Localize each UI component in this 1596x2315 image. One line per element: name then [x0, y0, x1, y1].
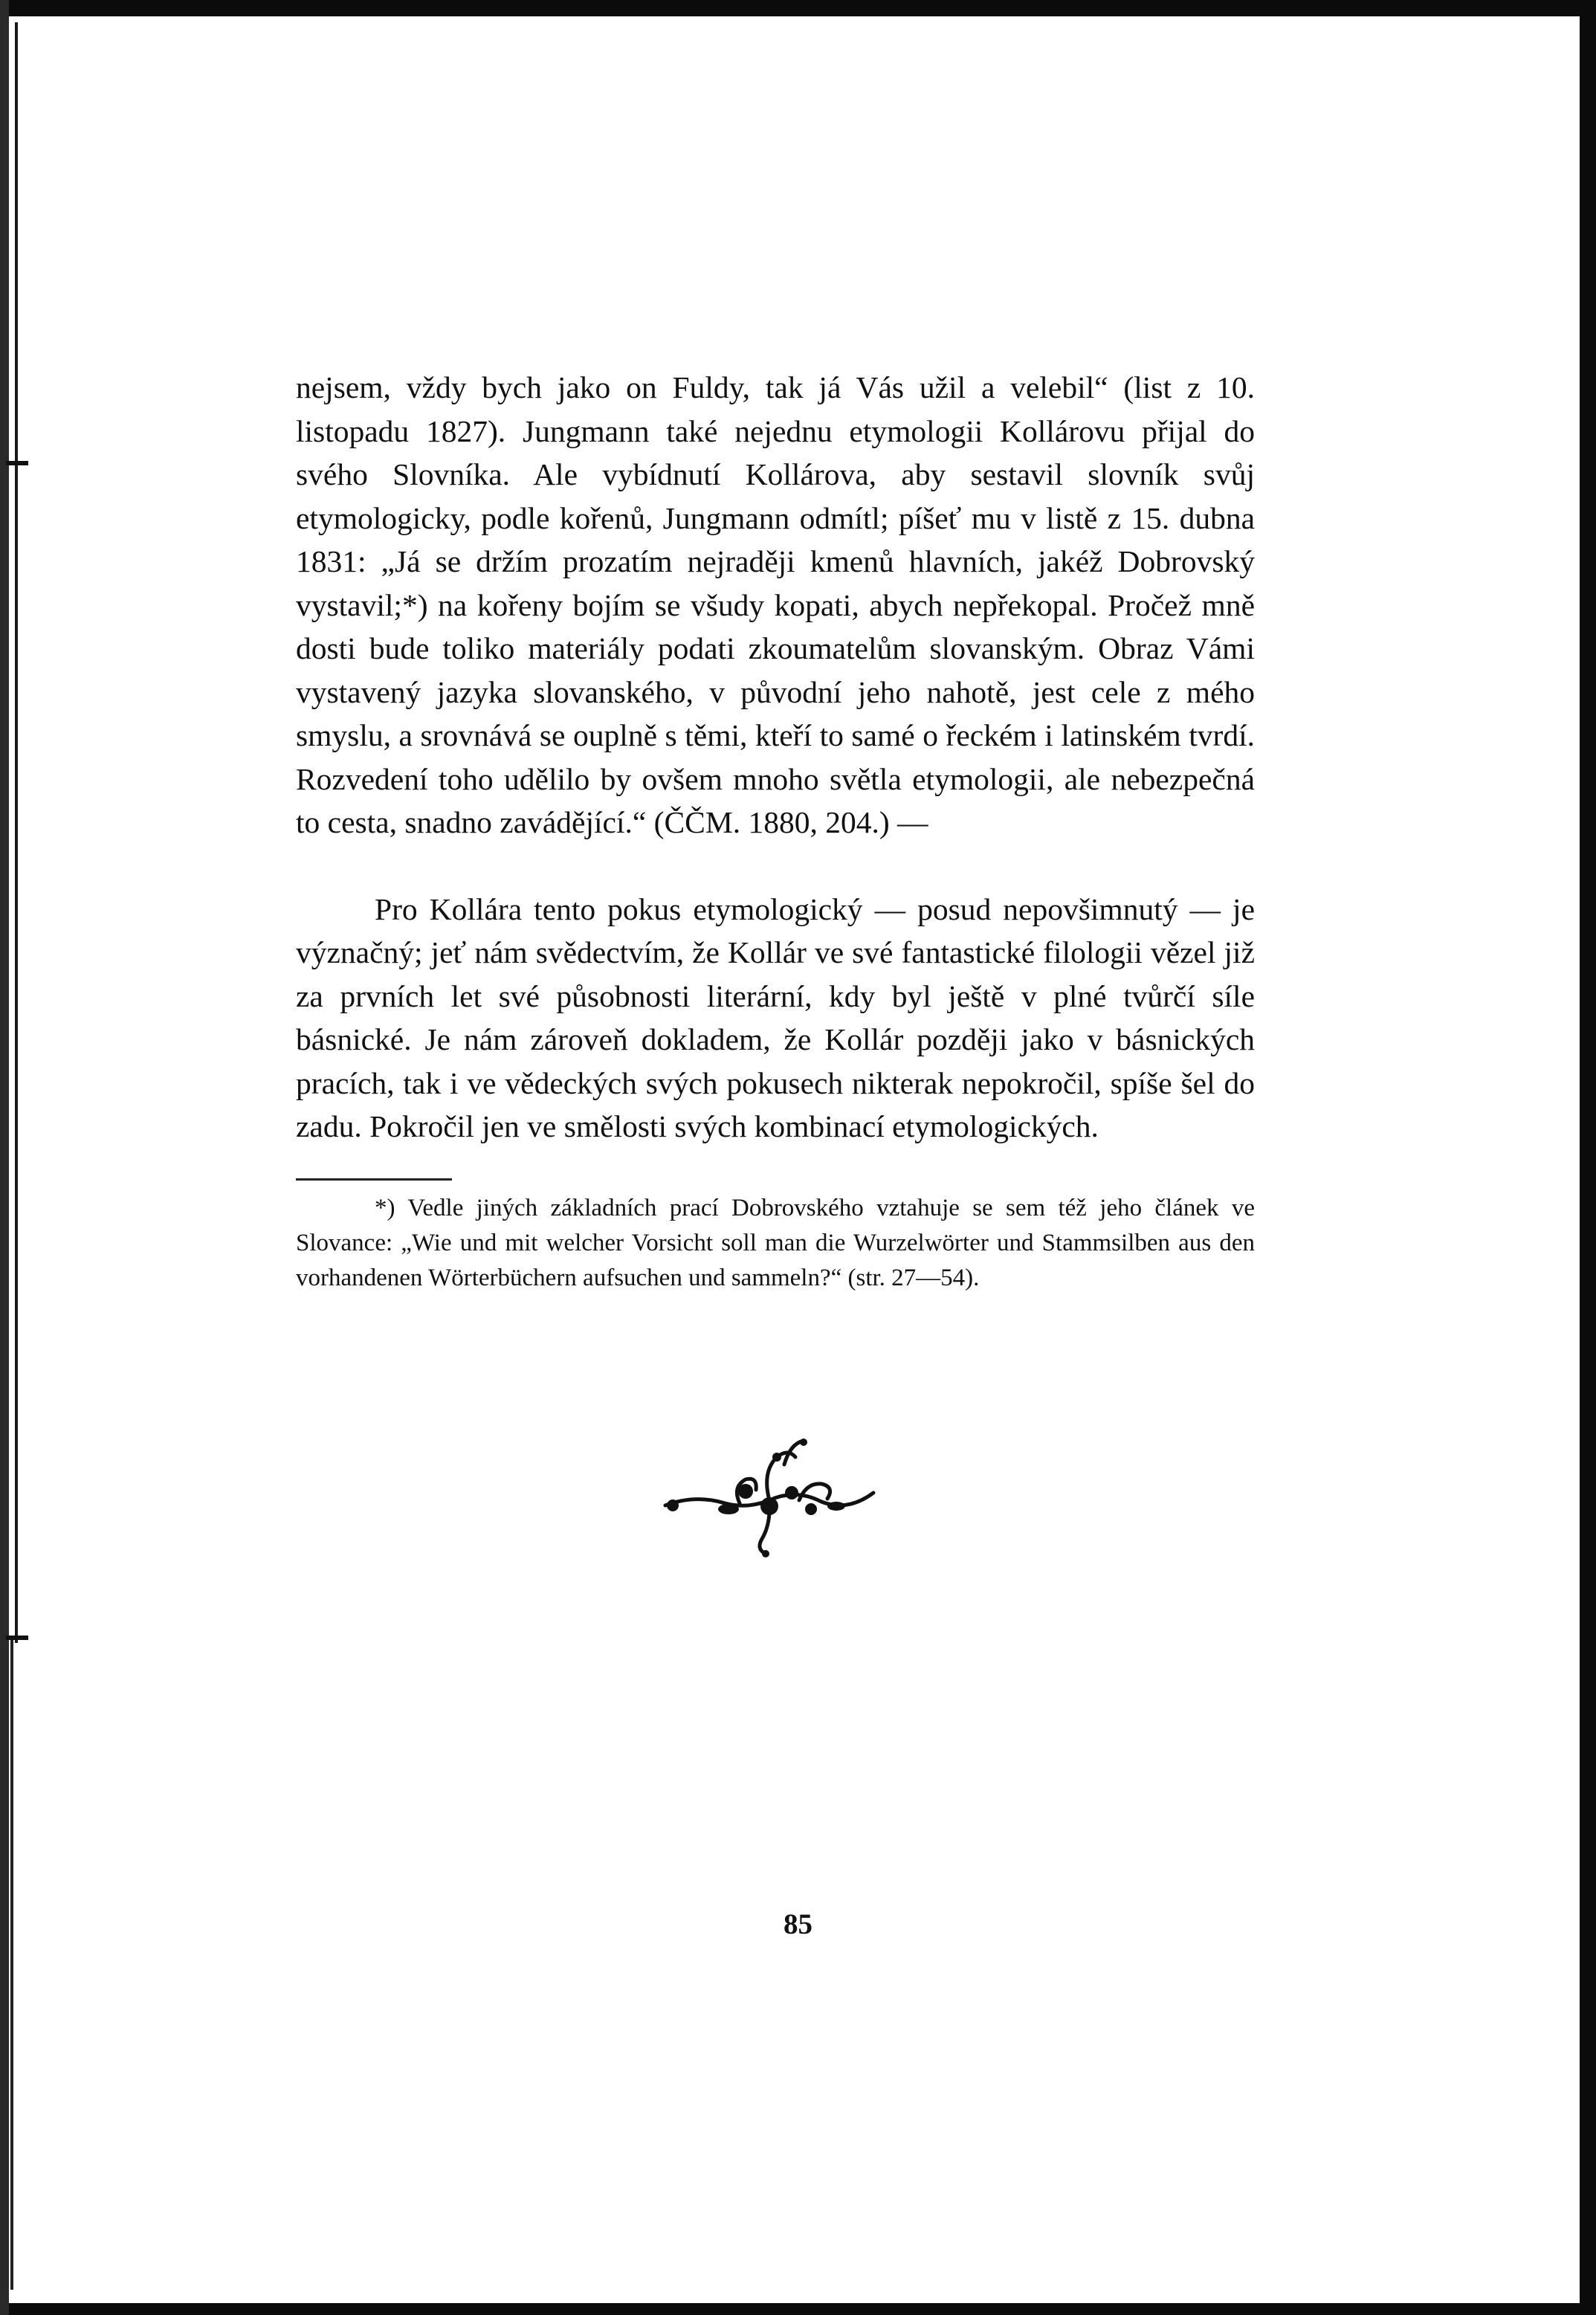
page-body — [296, 366, 1255, 1296]
footnote-rule — [296, 1178, 452, 1181]
scan-border-bottom — [0, 2303, 1596, 2315]
scan-border-right — [1580, 0, 1596, 2315]
page-number: 85 — [784, 1908, 812, 1940]
binding-edge-lower — [10, 1636, 13, 2290]
scan-border-left — [0, 0, 9, 2315]
binding-edge — [15, 22, 18, 1643]
binding-mark — [6, 1636, 28, 1640]
paragraph-continuation: nejsem, vždy bych jako on Fuldy, tak já Vás užil a velebil“ (list z 10. listopadu 1827). Jungmann také nejednu etymologii Kollárovu přijal do svého Slovníka. Ale vybídnutí Kollárova, aby sestavil slovník svůj etymologicky, podle kořenů, Jungmann odmítl; píšeť mu v listě z 15. dubna 1831: „Já se držím prozatím nejraději kmenů hlavních, jakéž Dobrovský vystavil;*) na kořeny bojím se všudy kopati, abych nepřekopal. Pročež mně dosti bude toliko materiály podati zkoumatelům slovanským. Obraz Vámi vystavený jazyka slovanského, v původní jeho nahotě, jest cele z mého smyslu, a srovnává se ouplně s těmi, kteří to samé o řeckém i latinském tvrdí. Rozvedení toho udělilo by ovšem mnoho světla etymologii, ale nebezpečná to cesta, snadno zavádějící.“ (ČČM. 1880, 204.) — — [296, 370, 1255, 839]
floral-vignette-icon — [658, 1435, 881, 1561]
scan-border-top — [0, 0, 1596, 16]
footnote: *) Vedle jiných základních prací Dobrovského vztahuje se sem též jeho článek ve Slovance: „Wie und mit welcher Vorsicht soll man die Wurzelwörter und Stammsilben aus den vorhandenen Wörterbüchern aufsuchen und sammeln?“ (str. 27—54). — [296, 1194, 1255, 1291]
paragraph-kollar: Pro Kollára tento pokus etymologický — posud nepovšimnutý — je význačný; jeť nám svědectvím, že Kollár ve své fantastické filologii vězel již za prvních let své působnosti literární, kdy byl ještě v plné tvůrčí síle básnické. Je nám zároveň dokladem, že Kollár později jako v básnických pracích, tak i ve vědeckých svých pokusech nikterak nepokročil, spíše šel do zadu. Pokročil jen ve smělosti svých kombinací etymologických. — [296, 891, 1255, 1143]
binding-mark — [6, 461, 28, 465]
